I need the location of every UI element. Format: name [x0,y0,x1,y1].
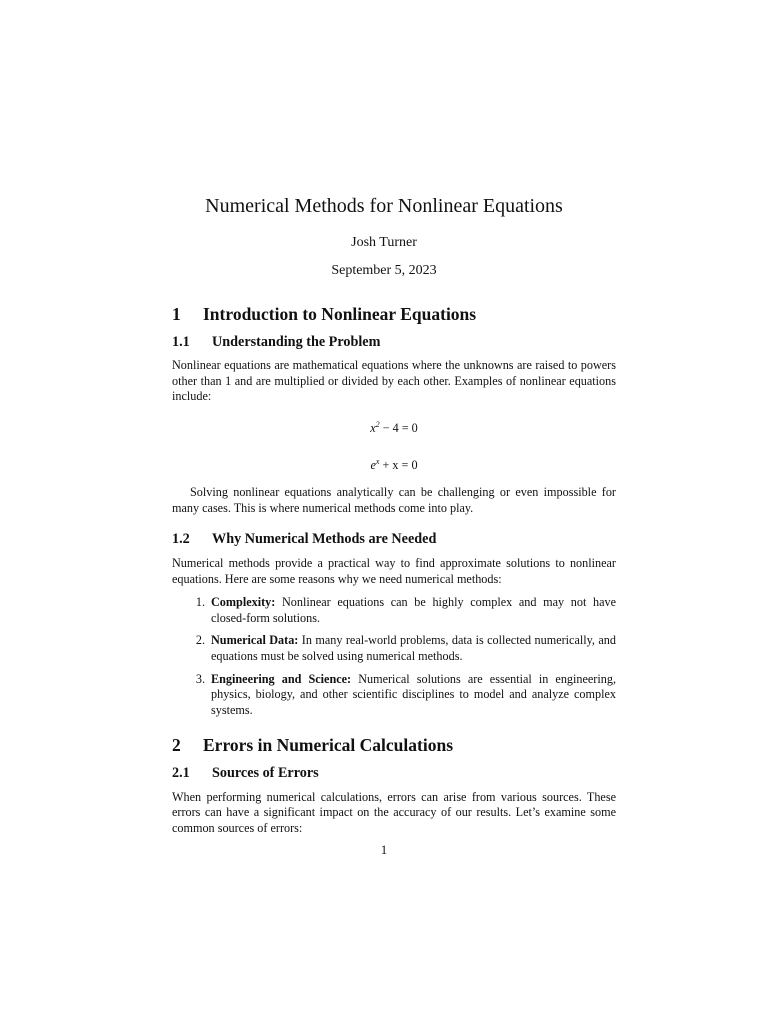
list-item-number: 2. [195,633,205,648]
section-heading-2 [172,735,616,756]
subsection-number: 1.2 [172,531,190,548]
document-author: Josh Turner [351,235,417,250]
list-item-number: 3. [195,671,205,686]
list-item-text: In many real-world problems, data is collected numerically, and equations must be solved using numerical methods. [211,633,616,664]
list-item [172,633,616,664]
equation-1 [172,417,616,437]
equation-base: e [370,457,376,472]
section-heading-1 [172,304,616,324]
document-title: Numerical Methods for Nonlinear Equations [205,195,563,217]
page-number: 1 [380,843,388,857]
list-item-number: 1. [195,595,205,610]
equation-superscript: 2 [375,419,380,429]
subsection-title: Understanding the Problem [212,333,381,350]
equation-rest: + x = 0 [379,457,418,472]
list-item-term: Complexity: [211,595,276,610]
section-number: 1 [172,304,181,324]
list-item-text: Nonlinear equations can be highly complex and may not have closed-form solutions. [211,595,616,625]
subsection-heading-2-1 [172,766,616,782]
document-date: September 5, 2023 [331,263,437,278]
list-item-term: Engineering and Science: [211,671,352,686]
subsection-heading-1-1 [172,335,616,351]
paragraph: Nonlinear equations are mathematical equations where the unknowns are raised to powers other than 1 and are multiplied or divided by each other. Examples of nonlinear equations include: [172,358,616,404]
subsection-title: Why Numerical Methods are Needed [212,531,437,548]
equation-base: x [370,421,376,436]
equation-2 [172,454,616,474]
subsection-number: 2.1 [172,765,190,781]
paragraph: Numerical methods provide a practical way to find approximate solutions to nonlinear equations. Here are some reasons why we need numerical methods: [172,556,616,586]
list-item [172,672,616,719]
list-item [172,595,616,626]
section-title: Introduction to Nonlinear Equations [203,304,477,324]
section-title: Errors in Numerical Calculations [203,735,454,756]
subsection-heading-1-2 [172,532,616,548]
equation-superscript: x [375,456,380,466]
document-body [172,304,616,836]
section-number: 2 [172,735,181,756]
list-item-text: Numerical solutions are essential in engineering, physics, biology, and other scientific disciplines to model and analyze complex systems. [211,671,616,717]
equation-rest: − 4 = 0 [379,421,418,436]
paragraph: Solving nonlinear equations analytically can be challenging or even impossible for many cases. This is where numerical methods come into play. [172,485,616,515]
subsection-title: Sources of Errors [212,765,319,781]
subsection-number: 1.1 [172,333,190,350]
list-item-term: Numerical Data: [211,633,299,648]
paragraph: When performing numerical calculations, errors can arise from various sources. These errors can have a significant impact on the accuracy of our results. Let’s examine some common sources of errors: [172,789,616,835]
enumerated-list [172,595,616,718]
